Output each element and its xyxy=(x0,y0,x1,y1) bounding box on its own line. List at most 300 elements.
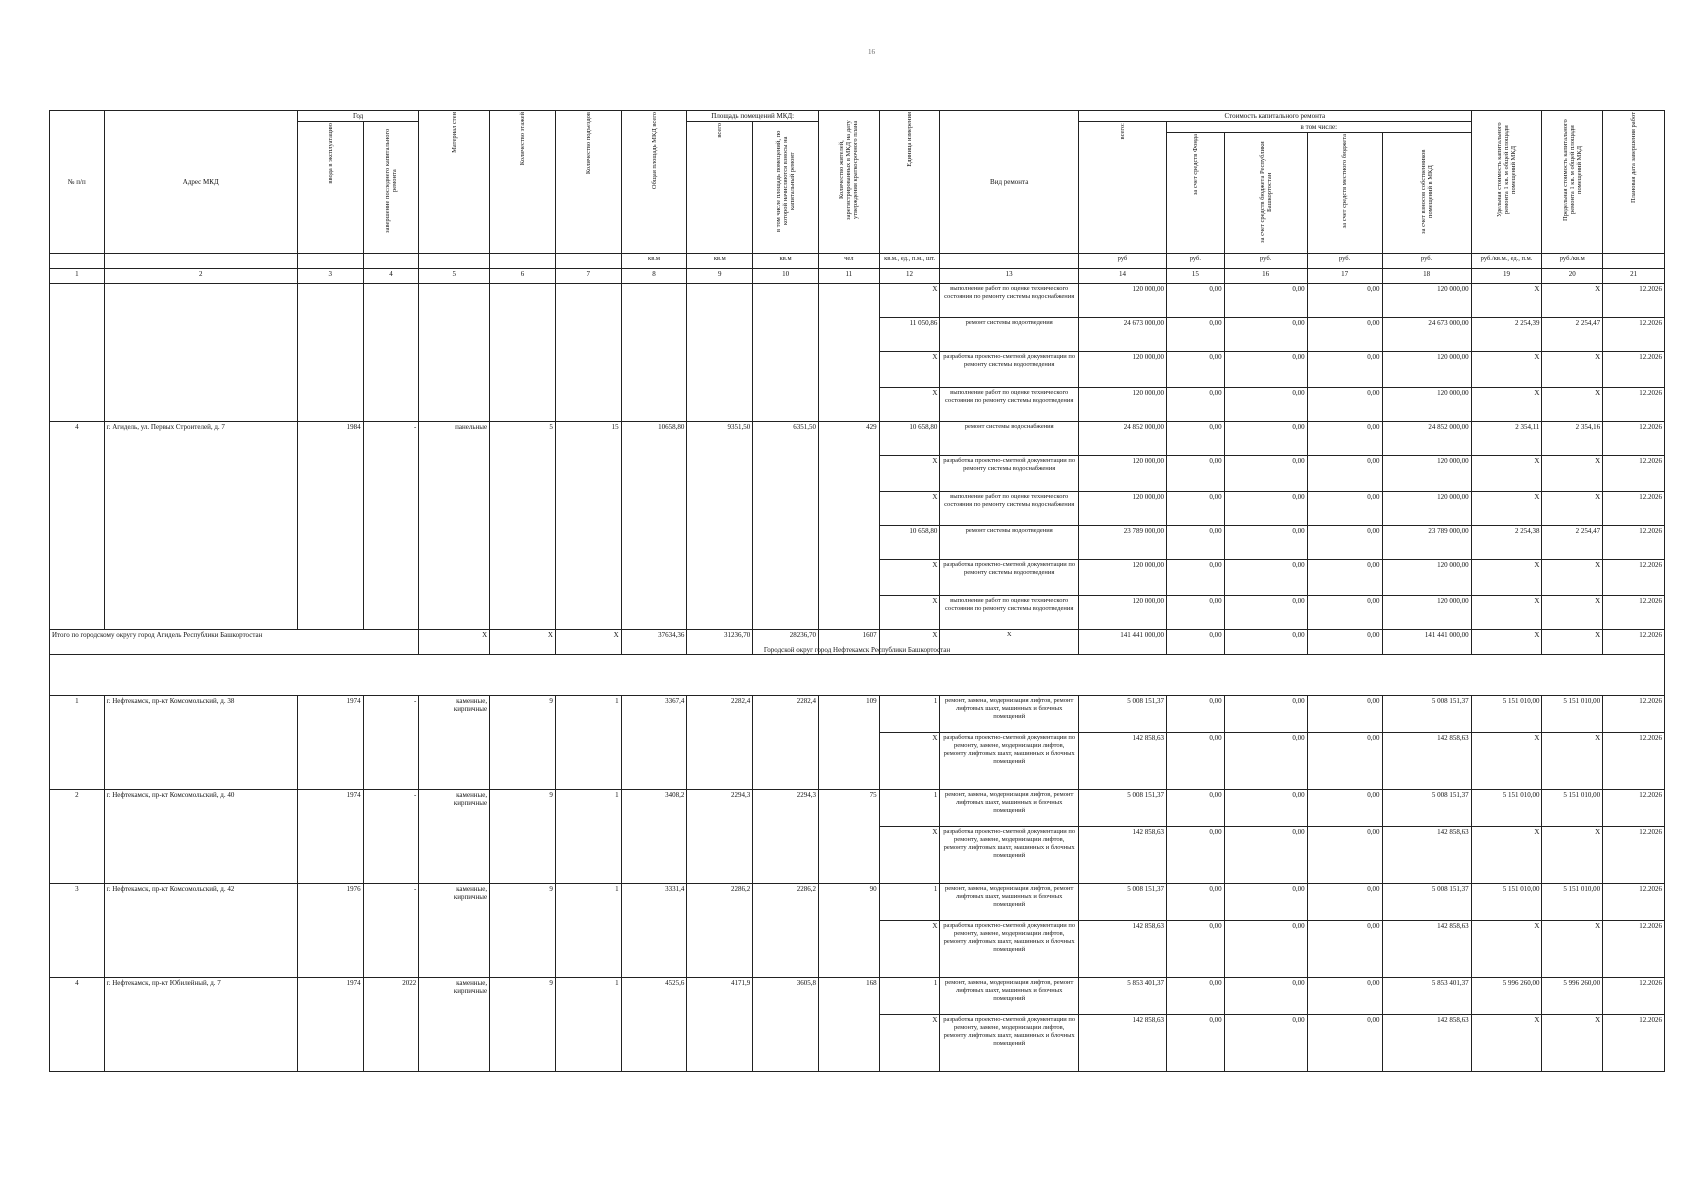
unit-cell: руб. xyxy=(1382,254,1471,269)
unit-cell xyxy=(490,254,556,269)
unit-cost: 5 151 010,00 xyxy=(1471,884,1542,921)
cost-fund: 0,00 xyxy=(1167,388,1225,422)
column-number-cell: 15 xyxy=(1167,269,1225,284)
empty-cell xyxy=(363,284,419,422)
unit-cost: X xyxy=(1471,827,1542,884)
total-area: 4525,6 xyxy=(621,978,687,1072)
column-number-cell: 8 xyxy=(621,269,687,284)
unit-cost: 2 254,39 xyxy=(1471,318,1542,352)
cost-local: 0,00 xyxy=(1307,422,1382,456)
column-number-cell: 21 xyxy=(1603,269,1665,284)
col-header-unit: Единица измерения xyxy=(879,111,940,254)
col-header-wall-material: Материал стен xyxy=(419,111,490,254)
cost-local: 0,00 xyxy=(1307,492,1382,526)
limit-cost: X xyxy=(1542,492,1603,526)
house-number: 2 xyxy=(50,790,105,884)
work-type: ремонт системы водоснабжения xyxy=(940,422,1079,456)
deadline: 12.2026 xyxy=(1603,284,1665,318)
cost-total: 5 853 401,37 xyxy=(1078,978,1166,1015)
work-type: ремонт системы водоотведения xyxy=(940,318,1079,352)
unit-cell: руб. xyxy=(1224,254,1307,269)
house-address: г. Нефтекамск, пр-кт Комсомольский, д. 38 xyxy=(104,696,297,790)
residents: 109 xyxy=(818,696,879,790)
table-row xyxy=(50,790,1665,827)
deadline: 12.2026 xyxy=(1603,526,1665,560)
unit-value: 10 658,80 xyxy=(879,526,940,560)
unit-value: X xyxy=(879,630,940,655)
col-header-work-type: Вид ремонта xyxy=(940,111,1079,254)
cost-local: 0,00 xyxy=(1307,1015,1382,1072)
cost-local: 0,00 xyxy=(1307,827,1382,884)
cost-owners: 120 000,00 xyxy=(1382,456,1471,492)
cost-total: 23 789 000,00 xyxy=(1078,526,1166,560)
area-all: 4171,9 xyxy=(687,978,753,1072)
cost-fund: 0,00 xyxy=(1167,696,1225,733)
column-number-cell: 9 xyxy=(687,269,753,284)
unit-cost: X xyxy=(1471,492,1542,526)
unit-cell: чел xyxy=(818,254,879,269)
column-number-cell: 20 xyxy=(1542,269,1603,284)
area-all: 2282,4 xyxy=(687,696,753,790)
cost-total: 120 000,00 xyxy=(1078,284,1166,318)
unit-value: 1 xyxy=(879,884,940,921)
house-address: г. Нефтекамск, пр-кт Юбилейный, д. 7 xyxy=(104,978,297,1072)
area-all: 2286,2 xyxy=(687,884,753,978)
cost-total: 120 000,00 xyxy=(1078,352,1166,388)
work-type: выполнение работ по оценке технического состояния по ремонту системы водоотведения xyxy=(940,388,1079,422)
cost-local: 0,00 xyxy=(1307,596,1382,630)
cost-local: 0,00 xyxy=(1307,456,1382,492)
col-header-area-all: всего xyxy=(687,122,753,254)
deadline: 12.2026 xyxy=(1603,696,1665,733)
unit-value: X xyxy=(879,733,940,790)
cost-total: 142 858,63 xyxy=(1078,733,1166,790)
col-header-unit-cost: Удельная стоимость капитального ремонта 1 кв. м общей площади помещений МКД xyxy=(1471,111,1542,254)
unit-cost: X xyxy=(1471,284,1542,318)
cost-owners: 24 852 000,00 xyxy=(1382,422,1471,456)
cost-fund: 0,00 xyxy=(1167,921,1225,978)
unit-cell xyxy=(104,254,297,269)
column-number-cell: 4 xyxy=(363,269,419,284)
house-address: г. Нефтекамск, пр-кт Комсомольский, д. 40 xyxy=(104,790,297,884)
column-number-cell: 19 xyxy=(1471,269,1542,284)
empty-cell xyxy=(297,284,363,422)
limit-cost: X xyxy=(1542,630,1603,655)
cost-republic: 0,00 xyxy=(1224,352,1307,388)
unit-cell: кв.м., ед., п.м., шт. xyxy=(879,254,940,269)
empty-cell xyxy=(490,284,556,422)
cost-local: 0,00 xyxy=(1307,526,1382,560)
unit-value: 1 xyxy=(879,790,940,827)
column-number-cell: 10 xyxy=(753,269,819,284)
cost-republic: 0,00 xyxy=(1224,284,1307,318)
cost-fund: 0,00 xyxy=(1167,456,1225,492)
house-number: 4 xyxy=(50,978,105,1072)
unit-cost: X xyxy=(1471,733,1542,790)
deadline: 12.2026 xyxy=(1603,827,1665,884)
limit-cost: X xyxy=(1542,827,1603,884)
col-header-incl: в том числе: xyxy=(1167,122,1472,133)
cost-republic: 0,00 xyxy=(1224,827,1307,884)
deadline: 12.2026 xyxy=(1603,978,1665,1015)
cost-total: 120 000,00 xyxy=(1078,456,1166,492)
total-area: 3408,2 xyxy=(621,790,687,884)
unit-cell xyxy=(297,254,363,269)
unit-value: X xyxy=(879,596,940,630)
cost-local: 0,00 xyxy=(1307,284,1382,318)
house-address: г. Нефтекамск, пр-кт Комсомольский, д. 42 xyxy=(104,884,297,978)
work-type: ремонт, замена, модернизация лифтов, ремонт лифтовых шахт, машинных и блочных помещений xyxy=(940,790,1079,827)
limit-cost: X xyxy=(1542,733,1603,790)
unit-value: X xyxy=(879,921,940,978)
column-number-cell: 18 xyxy=(1382,269,1471,284)
unit-cost: X xyxy=(1471,921,1542,978)
limit-cost: X xyxy=(1542,596,1603,630)
cost-owners: 5 008 151,37 xyxy=(1382,696,1471,733)
year-last-repair: - xyxy=(363,790,419,884)
column-number-cell: 5 xyxy=(419,269,490,284)
deadline: 12.2026 xyxy=(1603,456,1665,492)
year-last-repair: - xyxy=(363,696,419,790)
cost-fund: 0,00 xyxy=(1167,790,1225,827)
cost-total: 120 000,00 xyxy=(1078,492,1166,526)
floors: 9 xyxy=(490,696,556,790)
cost-owners: 142 858,63 xyxy=(1382,733,1471,790)
residents: 75 xyxy=(818,790,879,884)
unit-cell xyxy=(363,254,419,269)
unit-value: 11 050,86 xyxy=(879,318,940,352)
unit-value: X xyxy=(879,560,940,596)
cost-fund: 0,00 xyxy=(1167,352,1225,388)
cost-total: 5 008 151,37 xyxy=(1078,790,1166,827)
cost-republic: 0,00 xyxy=(1224,526,1307,560)
cost-total: 120 000,00 xyxy=(1078,560,1166,596)
entrances: 1 xyxy=(555,978,621,1072)
cost-republic: 0,00 xyxy=(1224,560,1307,596)
deadline: 12.2026 xyxy=(1603,422,1665,456)
cost-owners: 120 000,00 xyxy=(1382,352,1471,388)
col-header-year-group: Год xyxy=(297,111,418,122)
col-header-area-group: Площадь помещений МКД: xyxy=(687,111,819,122)
col-header-cost-local: за счет средств местного бюджета xyxy=(1307,133,1382,254)
cost-owners: 120 000,00 xyxy=(1382,596,1471,630)
column-number-cell: 16 xyxy=(1224,269,1307,284)
cost-fund: 0,00 xyxy=(1167,733,1225,790)
house-number: 1 xyxy=(50,696,105,790)
unit-cost: X xyxy=(1471,388,1542,422)
unit-cost: 2 254,38 xyxy=(1471,526,1542,560)
work-type: разработка проектно-сметной документации по ремонту, замене, модернизации лифтов, ремонту лифтовых шахт, машинных и блочных помещений xyxy=(940,733,1079,790)
wall-material: каменные, кирпичные xyxy=(419,790,490,884)
wall-material: X xyxy=(419,630,490,655)
table-header xyxy=(50,111,1665,284)
column-number-cell: 11 xyxy=(818,269,879,284)
cost-fund: 0,00 xyxy=(1167,526,1225,560)
unit-value: X xyxy=(879,456,940,492)
deadline: 12.2026 xyxy=(1603,921,1665,978)
floors: 9 xyxy=(490,978,556,1072)
cost-owners: 120 000,00 xyxy=(1382,560,1471,596)
unit-cell: кв.м xyxy=(753,254,819,269)
cost-total: 120 000,00 xyxy=(1078,596,1166,630)
empty-cell xyxy=(818,284,879,422)
unit-cell xyxy=(1603,254,1665,269)
work-type: разработка проектно-сметной документации по ремонту системы водоотведения xyxy=(940,352,1079,388)
cost-fund: 0,00 xyxy=(1167,318,1225,352)
cost-local: 0,00 xyxy=(1307,630,1382,655)
floors: 9 xyxy=(490,790,556,884)
year-last-repair: 2022 xyxy=(363,978,419,1072)
unit-cell: кв.м xyxy=(621,254,687,269)
area-all: 2294,3 xyxy=(687,790,753,884)
unit-cell xyxy=(555,254,621,269)
cost-total: 142 858,63 xyxy=(1078,1015,1166,1072)
unit-cost: 5 151 010,00 xyxy=(1471,696,1542,733)
house-number: 4 xyxy=(50,422,105,630)
cost-republic: 0,00 xyxy=(1224,630,1307,655)
entrances: 1 xyxy=(555,790,621,884)
cost-fund: 0,00 xyxy=(1167,492,1225,526)
limit-cost: X xyxy=(1542,352,1603,388)
cost-owners: 5 853 401,37 xyxy=(1382,978,1471,1015)
col-header-address: Адрес МКД xyxy=(104,111,297,254)
residents: 90 xyxy=(818,884,879,978)
column-number-cell: 6 xyxy=(490,269,556,284)
limit-cost: X xyxy=(1542,1015,1603,1072)
limit-cost: 5 996 260,00 xyxy=(1542,978,1603,1015)
table-row xyxy=(50,284,1665,318)
cost-local: 0,00 xyxy=(1307,388,1382,422)
page-number: 16 xyxy=(868,48,875,56)
cost-owners: 120 000,00 xyxy=(1382,284,1471,318)
unit-value: X xyxy=(879,492,940,526)
empty-cell xyxy=(687,284,753,422)
work-type: ремонт системы водоотведения xyxy=(940,526,1079,560)
cost-owners: 23 789 000,00 xyxy=(1382,526,1471,560)
year-commission: 1984 xyxy=(297,422,363,630)
cost-owners: 120 000,00 xyxy=(1382,388,1471,422)
area-owned: 3605,8 xyxy=(753,978,819,1072)
cost-owners: 5 008 151,37 xyxy=(1382,884,1471,921)
work-type: выполнение работ по оценке технического состояния по ремонту системы водоотведения xyxy=(940,596,1079,630)
cost-local: 0,00 xyxy=(1307,884,1382,921)
unit-cost: 2 354,11 xyxy=(1471,422,1542,456)
work-type: X xyxy=(940,630,1079,655)
wall-material: панельные xyxy=(419,422,490,630)
year-commission: 1974 xyxy=(297,696,363,790)
column-number-cell: 14 xyxy=(1078,269,1166,284)
col-header-year-commission: ввода в эксплуатацию xyxy=(297,122,363,254)
unit-cost: 5 151 010,00 xyxy=(1471,790,1542,827)
col-header-cost-fund: за счет средств Фонда xyxy=(1167,133,1225,254)
col-header-cost-total: всего: xyxy=(1078,122,1166,254)
limit-cost: X xyxy=(1542,388,1603,422)
deadline: 12.2026 xyxy=(1603,560,1665,596)
cost-owners: 141 441 000,00 xyxy=(1382,630,1471,655)
unit-cost: X xyxy=(1471,1015,1542,1072)
deadline: 12.2026 xyxy=(1603,596,1665,630)
empty-cell xyxy=(104,284,297,422)
col-header-cost-owners: за счет взносов собственников помещений в МКД xyxy=(1382,133,1471,254)
unit-cell: руб./кв.м xyxy=(1542,254,1603,269)
unit-value: X xyxy=(879,284,940,318)
col-header-limit-cost: Предельная стоимость капитального ремонта 1 кв. м общей площади помещений МКД xyxy=(1542,111,1603,254)
col-header-cost-group: Стоимость капитального ремонта xyxy=(1078,111,1471,122)
limit-cost: 2 254,47 xyxy=(1542,526,1603,560)
column-numbers-row xyxy=(50,269,1665,284)
column-number-cell: 2 xyxy=(104,269,297,284)
work-type: ремонт, замена, модернизация лифтов, ремонт лифтовых шахт, машинных и блочных помещений xyxy=(940,978,1079,1015)
section-title: Городской округ город Нефтекамск Республики Башкортостан xyxy=(763,646,951,654)
unit-cell xyxy=(50,254,105,269)
entrances: 1 xyxy=(555,884,621,978)
empty-cell xyxy=(50,284,105,422)
col-header-total-area: Общая площадь МКД всего xyxy=(621,111,687,254)
floors: X xyxy=(490,630,556,655)
col-header-deadline: Плановая дата завершения работ xyxy=(1603,111,1665,254)
unit-cell xyxy=(419,254,490,269)
col-header-floors: Количество этажей xyxy=(490,111,556,254)
year-commission: 1974 xyxy=(297,790,363,884)
deadline: 12.2026 xyxy=(1603,492,1665,526)
table-body xyxy=(50,284,1665,1072)
limit-cost: 2 254,47 xyxy=(1542,318,1603,352)
cost-republic: 0,00 xyxy=(1224,596,1307,630)
deadline: 12.2026 xyxy=(1603,352,1665,388)
cost-owners: 5 008 151,37 xyxy=(1382,790,1471,827)
cost-owners: 24 673 000,00 xyxy=(1382,318,1471,352)
column-number-cell: 13 xyxy=(940,269,1079,284)
empty-cell xyxy=(555,284,621,422)
total-area: 10658,80 xyxy=(621,422,687,630)
total-area: 3367,4 xyxy=(621,696,687,790)
total-area: 3331,4 xyxy=(621,884,687,978)
residents: 1607 xyxy=(818,630,879,655)
cost-total: 141 441 000,00 xyxy=(1078,630,1166,655)
cost-local: 0,00 xyxy=(1307,978,1382,1015)
unit-cell xyxy=(940,254,1079,269)
work-type: разработка проектно-сметной документации по ремонту системы водоснабжения xyxy=(940,456,1079,492)
residents: 168 xyxy=(818,978,879,1072)
cost-republic: 0,00 xyxy=(1224,733,1307,790)
unit-cost: X xyxy=(1471,560,1542,596)
column-number-cell: 12 xyxy=(879,269,940,284)
empty-cell xyxy=(753,284,819,422)
house-number: 3 xyxy=(50,884,105,978)
work-type: выполнение работ по оценке технического состояния по ремонту системы водоснабжения xyxy=(940,492,1079,526)
unit-cell: руб. xyxy=(1167,254,1225,269)
unit-cost: X xyxy=(1471,630,1542,655)
unit-cell: руб xyxy=(1078,254,1166,269)
cost-total: 24 673 000,00 xyxy=(1078,318,1166,352)
work-type: разработка проектно-сметной документации по ремонту, замене, модернизации лифтов, ремонту лифтовых шахт, машинных и блочных помещений xyxy=(940,1015,1079,1072)
deadline: 12.2026 xyxy=(1603,1015,1665,1072)
unit-value: X xyxy=(879,1015,940,1072)
floors: 9 xyxy=(490,884,556,978)
cost-fund: 0,00 xyxy=(1167,827,1225,884)
cost-local: 0,00 xyxy=(1307,733,1382,790)
limit-cost: X xyxy=(1542,284,1603,318)
area-owned: 28236,70 xyxy=(753,630,819,655)
unit-cost: X xyxy=(1471,352,1542,388)
col-header-num: № п/п xyxy=(50,111,105,254)
table-row xyxy=(50,978,1665,1015)
limit-cost: 5 151 010,00 xyxy=(1542,884,1603,921)
cost-fund: 0,00 xyxy=(1167,630,1225,655)
cost-republic: 0,00 xyxy=(1224,884,1307,921)
wall-material: каменные, кирпичные xyxy=(419,696,490,790)
wall-material: каменные, кирпичные xyxy=(419,884,490,978)
cost-republic: 0,00 xyxy=(1224,456,1307,492)
deadline: 12.2026 xyxy=(1603,630,1665,655)
cost-republic: 0,00 xyxy=(1224,978,1307,1015)
column-number-cell: 3 xyxy=(297,269,363,284)
col-header-cost-republic: за счет средств бюджета Республики Башкортостан xyxy=(1224,133,1307,254)
cost-local: 0,00 xyxy=(1307,352,1382,388)
cost-total: 5 008 151,37 xyxy=(1078,884,1166,921)
year-last-repair: - xyxy=(363,422,419,630)
deadline: 12.2026 xyxy=(1603,318,1665,352)
cost-total: 24 852 000,00 xyxy=(1078,422,1166,456)
cost-republic: 0,00 xyxy=(1224,790,1307,827)
cost-owners: 120 000,00 xyxy=(1382,492,1471,526)
unit-value: X xyxy=(879,388,940,422)
cost-owners: 142 858,63 xyxy=(1382,827,1471,884)
work-type: выполнение работ по оценке технического состояния по ремонту системы водоснабжения xyxy=(940,284,1079,318)
cost-republic: 0,00 xyxy=(1224,1015,1307,1072)
cost-local: 0,00 xyxy=(1307,560,1382,596)
wall-material: каменные, кирпичные xyxy=(419,978,490,1072)
empty-cell xyxy=(419,284,490,422)
cost-fund: 0,00 xyxy=(1167,560,1225,596)
cost-republic: 0,00 xyxy=(1224,422,1307,456)
column-number-cell: 17 xyxy=(1307,269,1382,284)
cost-local: 0,00 xyxy=(1307,696,1382,733)
cost-local: 0,00 xyxy=(1307,921,1382,978)
deadline: 12.2026 xyxy=(1603,884,1665,921)
table-row xyxy=(50,884,1665,921)
unit-value: 1 xyxy=(879,696,940,733)
column-number-cell: 1 xyxy=(50,269,105,284)
cost-republic: 0,00 xyxy=(1224,492,1307,526)
col-header-entrances: Количество подъездов xyxy=(555,111,621,254)
cost-owners: 142 858,63 xyxy=(1382,921,1471,978)
year-commission: 1974 xyxy=(297,978,363,1072)
table-row xyxy=(50,696,1665,733)
year-commission: 1976 xyxy=(297,884,363,978)
col-header-residents: Количество жителей, зарегистрированных в МКД на дату утверждения краткосрочного плана xyxy=(818,111,879,254)
year-last-repair: - xyxy=(363,884,419,978)
area-owned: 2282,4 xyxy=(753,696,819,790)
unit-cell: кв.м xyxy=(687,254,753,269)
cost-local: 0,00 xyxy=(1307,790,1382,827)
work-type: ремонт, замена, модернизация лифтов, ремонт лифтовых шахт, машинных и блочных помещений xyxy=(940,884,1079,921)
residents: 429 xyxy=(818,422,879,630)
area-all: 31236,70 xyxy=(687,630,753,655)
cost-owners: 142 858,63 xyxy=(1382,1015,1471,1072)
unit-value: X xyxy=(879,352,940,388)
area-owned: 2286,2 xyxy=(753,884,819,978)
cost-fund: 0,00 xyxy=(1167,978,1225,1015)
entrances: 15 xyxy=(555,422,621,630)
limit-cost: X xyxy=(1542,560,1603,596)
cost-local: 0,00 xyxy=(1307,318,1382,352)
cost-fund: 0,00 xyxy=(1167,1015,1225,1072)
work-type: разработка проектно-сметной документации по ремонту, замене, модернизации лифтов, ремонту лифтовых шахт, машинных и блочных помещений xyxy=(940,921,1079,978)
floors: 5 xyxy=(490,422,556,630)
cost-fund: 0,00 xyxy=(1167,284,1225,318)
cost-fund: 0,00 xyxy=(1167,422,1225,456)
